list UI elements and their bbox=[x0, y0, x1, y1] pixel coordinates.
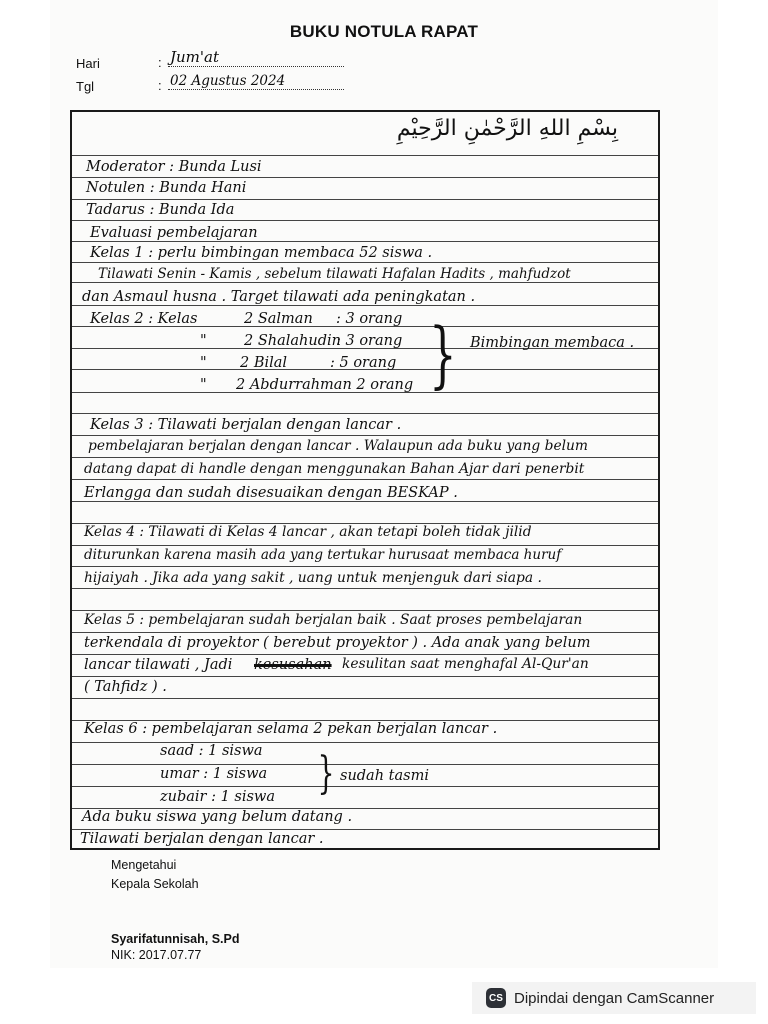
signature-role: Kepala Sekolah bbox=[111, 877, 199, 891]
kelas6-umar: umar : 1 siswa bbox=[160, 766, 268, 782]
curly-brace: } bbox=[317, 748, 335, 799]
tgl-dotted-line bbox=[168, 89, 344, 90]
kelas1-line-2: Tilawati Senin - Kamis , sebelum tilawati Hafalan Hadits , mahfudzot bbox=[98, 266, 571, 282]
kelas2-shalahudin-count: : 3 orang bbox=[336, 333, 403, 349]
kelas5-line-2: terkendala di proyektor ( berebut proyektor ) . Ada anak yang belum bbox=[84, 635, 591, 651]
kelas2-salman-count: : 3 orang bbox=[336, 311, 403, 327]
kelas4-line: Kelas 4 : Tilawati di Kelas 4 lancar , akan tetapi boleh tidak jilid bbox=[84, 524, 532, 540]
hari-dotted-line bbox=[168, 66, 344, 67]
camscanner-text: Dipindai dengan CamScanner bbox=[514, 989, 715, 1007]
tgl-value: 02 Agustus 2024 bbox=[170, 73, 286, 89]
kelas5-line-3-cont: kesulitan saat menghafal Al-Qur'an bbox=[342, 656, 589, 672]
kelas6-zubair: zubair : 1 siswa bbox=[160, 789, 275, 805]
hari-colon: : bbox=[158, 55, 162, 70]
kelas6-saad: saad : 1 siswa bbox=[160, 743, 263, 759]
signature-nik: NIK: 2017.07.77 bbox=[111, 948, 202, 962]
basmalah: بِسْمِ اللهِ الرَّحْمٰنِ الرَّحِيْمِ bbox=[396, 116, 618, 141]
moderator-line: Moderator : Bunda Lusi bbox=[86, 159, 262, 175]
hari-label: Hari bbox=[76, 56, 100, 71]
kelas2-abdurrahman: 2 Abdurrahman 2 orang bbox=[236, 377, 414, 393]
evaluasi-heading: Evaluasi pembelajaran bbox=[90, 225, 258, 241]
kelas3-line: Kelas 3 : Tilawati berjalan dengan lancar . bbox=[90, 417, 402, 433]
kelas4-line-2: diturunkan karena masih ada yang tertukar hurusaat membaca huruf bbox=[84, 547, 562, 563]
ditto-mark: " bbox=[200, 377, 207, 393]
kelas3-line-2: pembelajaran berjalan dengan lancar . Walaupun ada buku yang belum bbox=[88, 438, 588, 454]
kelas1-line: Kelas 1 : perlu bimbingan membaca 52 siswa . bbox=[90, 245, 433, 261]
hari-value: Jum'at bbox=[170, 48, 219, 66]
kelas2-salman: 2 Salman bbox=[244, 311, 313, 327]
signature-name: Syarifatunnisah, S.Pd bbox=[111, 932, 240, 946]
kelas3-line-4: Erlangga dan sudah disesuaikan dengan BESKAP . bbox=[84, 485, 458, 501]
camscanner-watermark bbox=[472, 982, 756, 1014]
kelas5-line-3: lancar tilawati , Jadi bbox=[84, 657, 233, 673]
closing-line-1: Ada buku siswa yang belum datang . bbox=[82, 809, 353, 825]
signature-mengetahui: Mengetahui bbox=[111, 858, 177, 872]
closing-line-2: Tilawati berjalan dengan lancar . bbox=[80, 831, 324, 847]
tgl-label: Tgl bbox=[76, 79, 95, 94]
kelas1-line-3: dan Asmaul husna . Target tilawati ada peningkatan . bbox=[82, 289, 476, 305]
ditto-mark: " bbox=[200, 355, 207, 371]
ditto-mark: " bbox=[200, 333, 207, 349]
page-title: BUKU NOTULA RAPAT bbox=[289, 22, 479, 41]
kelas6-line: Kelas 6 : pembelajaran selama 2 pekan berjalan lancar . bbox=[84, 721, 498, 737]
curly-brace: } bbox=[429, 312, 457, 396]
kelas2-bilal-count: : 5 orang bbox=[330, 355, 397, 371]
tgl-colon: : bbox=[158, 78, 162, 93]
kelas5-line: Kelas 5 : pembelajaran sudah berjalan baik . Saat proses pembelajaran bbox=[84, 612, 583, 628]
kelas2-bilal: 2 Bilal bbox=[240, 355, 288, 371]
kelas2-shalahudin: 2 Shalahudin bbox=[244, 333, 341, 349]
kelas2-note: Bimbingan membaca . bbox=[470, 335, 635, 351]
camscanner-icon: CS bbox=[486, 988, 506, 1008]
notulen-line: Notulen : Bunda Hani bbox=[86, 180, 247, 196]
kelas5-line-4: ( Tahfidz ) . bbox=[84, 679, 167, 695]
kelas2-line: Kelas 2 : Kelas bbox=[90, 311, 198, 327]
kelas6-note: sudah tasmi bbox=[340, 768, 429, 784]
ruled-notebook-box bbox=[70, 110, 660, 850]
kelas3-line-3: datang dapat di handle dengan menggunakan Bahan Ajar dari penerbit bbox=[84, 461, 585, 477]
kelas4-line-3: hijaiyah . Jika ada yang sakit , uang untuk menjenguk dari siapa . bbox=[84, 570, 542, 586]
crossed-out-word: kesusahan bbox=[254, 657, 332, 673]
tadarus-line: Tadarus : Bunda Ida bbox=[86, 202, 235, 218]
